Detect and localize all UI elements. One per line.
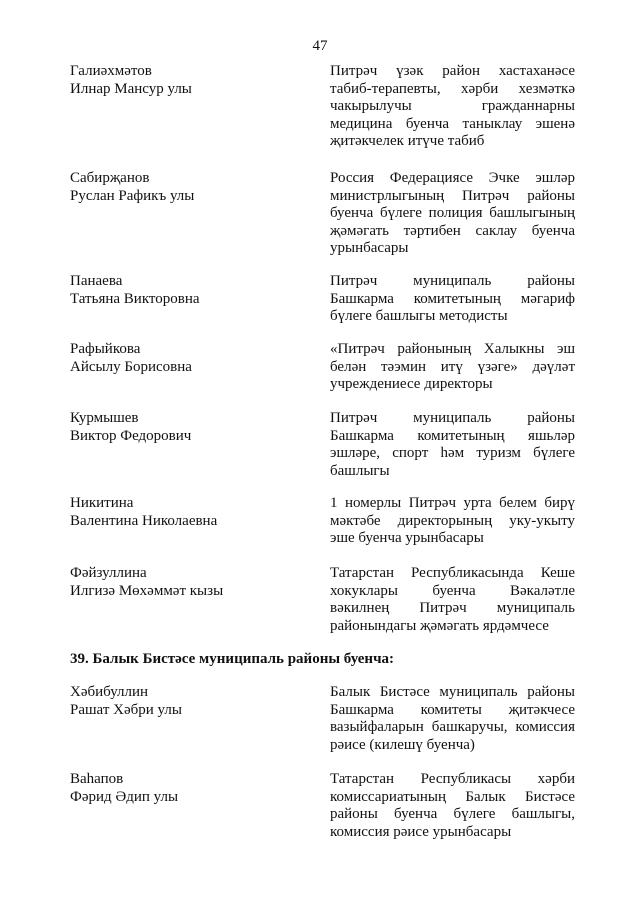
- person-name: [70, 170, 310, 205]
- surname: Курмышев: [70, 410, 139, 426]
- position-line: эше буенча урынбасары: [330, 530, 484, 546]
- position-line: табиб-терапевты, хәрби хезмәткә: [330, 80, 575, 97]
- position-line: урынбасары: [330, 240, 409, 256]
- given-name: Илгизә Мөхәммәт кызы: [70, 582, 224, 599]
- person-name: [70, 410, 310, 445]
- surname: Сабирҗанов: [70, 170, 150, 186]
- given-name: Виктор Федорович: [70, 427, 192, 444]
- position-line: белән тәэмин итү үзәге» дәүләт: [330, 358, 575, 375]
- surname: Никитина: [70, 495, 134, 511]
- position-line: Башкарма комитеты җитәкчесе: [330, 701, 575, 718]
- surname: Хәбибуллин: [70, 684, 149, 700]
- given-name: Татьяна Викторовна: [70, 290, 200, 307]
- person-name: [70, 565, 310, 600]
- position-line: 1 номерлы Питрәч урта белем бирү: [330, 495, 575, 511]
- position-line: «Питрәч районының Халыкны эш: [330, 341, 575, 357]
- surname: Фәйзуллина: [70, 565, 147, 581]
- position-description: [330, 495, 575, 548]
- person-name: [70, 63, 310, 98]
- position-line: Татарстан Республикасында Кеше: [330, 565, 575, 581]
- position-description: [330, 341, 575, 394]
- position-line: Питрәч муниципаль районы: [330, 273, 575, 289]
- position-description: [330, 170, 575, 258]
- position-line: җитәкчелек итүче табиб: [330, 133, 485, 149]
- position-line: рәисе (килешү буенча): [330, 736, 475, 753]
- position-line: учреждениесе директоры: [330, 376, 493, 392]
- position-line: комиссия рәисе урынбасары: [330, 823, 512, 840]
- position-line: бүлеге башлыгы методисты: [330, 308, 508, 324]
- position-line: вәкилнең Питрәч муниципаль: [330, 600, 575, 616]
- position-line: хокуклары буенча Вәкаләтле: [330, 582, 575, 599]
- position-description: [330, 565, 575, 635]
- person-name: [70, 771, 310, 806]
- position-line: медицина буенча таныклау эшенә: [330, 115, 575, 132]
- given-name: Валентина Николаевна: [70, 512, 218, 529]
- position-line: Башкарма комитетының мәгариф: [330, 290, 575, 307]
- section-heading: 39. Балык Бистәсе муниципаль районы буенча:: [70, 651, 395, 667]
- position-line: мәктәбе директорының уку-укыту: [330, 512, 575, 529]
- position-line: җәмәгать тәртибен саклау буенча: [330, 222, 575, 239]
- position-line: комиссариатының Балык Бистәсе: [330, 788, 575, 805]
- surname: Панаева: [70, 273, 123, 289]
- position-description: [330, 63, 575, 151]
- position-line: башлыгы: [330, 462, 390, 479]
- position-line: Питрәч үзәк район хастаханәсе: [330, 63, 575, 79]
- surname: Ваһапов: [70, 771, 124, 787]
- given-name: Айсылу Борисовна: [70, 358, 192, 375]
- position-line: эшләре, спорт һәм туризм бүлеге: [330, 445, 575, 461]
- position-description: [330, 684, 575, 754]
- position-line: буенча бүлеге полиция башлыгының: [330, 205, 575, 221]
- position-line: районы буенча бүлеге башлыгы,: [330, 806, 575, 822]
- surname: Рафыйкова: [70, 341, 141, 357]
- person-name: [70, 684, 310, 719]
- page-number: 47: [312, 38, 328, 54]
- given-name: Руслан Рафикъ улы: [70, 187, 195, 204]
- position-line: Россия Федерациясе Эчке эшләр: [330, 170, 575, 186]
- position-description: [330, 410, 575, 480]
- position-line: вазыйфаларын башкаручы, комиссия: [330, 719, 575, 735]
- position-line: чакырылучы гражданнарны: [330, 98, 575, 114]
- given-name: Рашат Хәбри улы: [70, 701, 182, 718]
- person-name: [70, 341, 310, 376]
- position-description: [330, 273, 575, 326]
- person-name: [70, 273, 310, 308]
- given-name: Фәрид Әдип улы: [70, 788, 179, 805]
- position-line: Питрәч муниципаль районы: [330, 410, 575, 426]
- position-line: Балык Бистәсе муниципаль районы: [330, 684, 575, 700]
- person-name: [70, 495, 310, 530]
- position-line: министрлыгының Питрәч районы: [330, 187, 575, 204]
- position-line: Башкарма комитетының яшьләр: [330, 427, 575, 444]
- surname: Галиәхмәтов: [70, 63, 152, 79]
- given-name: Илнар Мансур улы: [70, 80, 192, 97]
- position-description: [330, 771, 575, 841]
- position-line: районындагы җәмәгать ярдәмчесе: [330, 617, 549, 634]
- position-line: Татарстан Республикасы хәрби: [330, 771, 575, 787]
